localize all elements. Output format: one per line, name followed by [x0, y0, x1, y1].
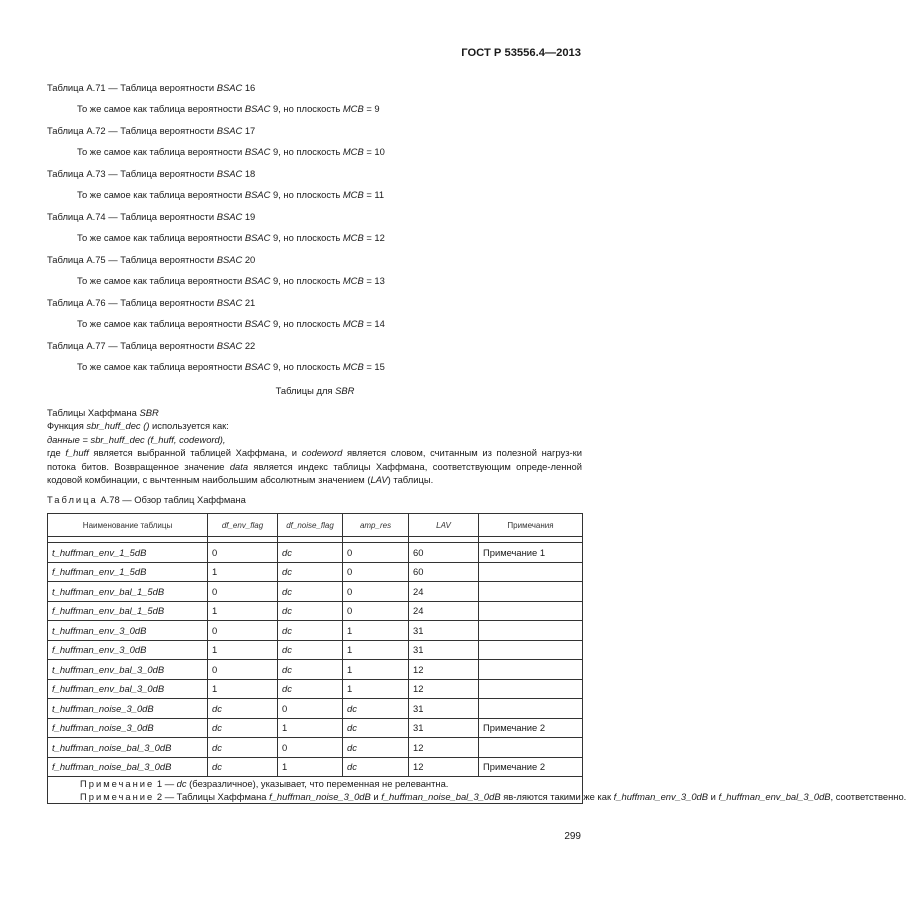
- intro-line-1: Таблицы Хаффмана SBR: [47, 407, 159, 418]
- entry-description: То же самое как таблица вероятности BSAC 9, но плоскость MCB = 12: [77, 232, 385, 243]
- entry-description: То же самое как таблица вероятности BSAC 9, но плоскость MCB = 14: [77, 318, 385, 329]
- table-cell: [479, 601, 583, 621]
- table-cell: 60: [409, 543, 479, 563]
- header-df-noise-flag: df_noise_flag: [278, 514, 343, 537]
- table-cell: dc: [278, 582, 343, 602]
- table-row: [48, 621, 583, 641]
- table-cell: t_huffman_env_1_5dB: [48, 543, 208, 563]
- table-row: [48, 543, 583, 563]
- table-cell: 0: [343, 582, 409, 602]
- huffman-tables-overview: [47, 513, 906, 804]
- table-cell: dc: [208, 718, 278, 738]
- note-2: Примечание 2 — Таблицы Хаффмана f_huffman_noise_3_0dB и f_huffman_noise_bal_3_0dB яв-ляются такими же как f_huffman_env_3_0dB и f_huffman_env_bal_3_0dB, соответственно.: [80, 791, 906, 802]
- table-cell: f_huffman_env_bal_1_5dB: [48, 601, 208, 621]
- table-cell: 1: [343, 640, 409, 660]
- table-cell: 1: [208, 679, 278, 699]
- table-cell: 1: [343, 679, 409, 699]
- table-cell: 1: [343, 621, 409, 641]
- table-cell: 0: [343, 562, 409, 582]
- table-row: [48, 582, 583, 602]
- table-cell: dc: [208, 738, 278, 758]
- table-cell: 24: [409, 582, 479, 602]
- table-cell: 24: [409, 601, 479, 621]
- table-cell: dc: [278, 640, 343, 660]
- table-cell: 1: [208, 640, 278, 660]
- table-cell: f_huffman_noise_bal_3_0dB: [48, 757, 208, 777]
- table-row: [48, 738, 583, 758]
- table-cell: t_huffman_noise_3_0dB: [48, 699, 208, 719]
- header-amp-res: amp_res: [343, 514, 409, 537]
- header-df-env-flag: df_env_flag: [208, 514, 278, 537]
- entry-caption: Таблица А.71 — Таблица вероятности BSAC 16: [47, 82, 256, 93]
- intro-line-4: где f_huff является выбранной таблицей Хаффмана, и codeword является словом, считанным из полезной нагруз-ки потока битов. Возвращенное значение data является индекс таблицы Хаффмана, соответствующим опреде-ленной кодовой комбинации, с вычтенным наибольшим абсолютным значением (LAV) таблицы.: [47, 447, 582, 486]
- table-cell: [479, 660, 583, 680]
- table-cell: f_huffman_env_3_0dB: [48, 640, 208, 660]
- table-cell: 0: [208, 543, 278, 563]
- table-row: [48, 601, 583, 621]
- page-number: 299: [564, 831, 581, 842]
- header-lav: LAV: [409, 514, 479, 537]
- document-header: ГОСТ Р 53556.4—2013: [461, 47, 581, 59]
- table-cell: 0: [343, 543, 409, 563]
- entry-description: То же самое как таблица вероятности BSAC 9, но плоскость MCB = 10: [77, 146, 385, 157]
- table-row: [48, 679, 583, 699]
- table-cell: dc: [278, 562, 343, 582]
- entry-caption: Таблица А.74 — Таблица вероятности BSAC 19: [47, 211, 256, 222]
- table-cell: 31: [409, 640, 479, 660]
- table-cell: t_huffman_env_bal_1_5dB: [48, 582, 208, 602]
- table-cell: [479, 621, 583, 641]
- table-cell: t_huffman_env_bal_3_0dB: [48, 660, 208, 680]
- table-row: [48, 562, 583, 582]
- table-cell: [479, 679, 583, 699]
- table-cell: dc: [208, 757, 278, 777]
- table-cell: dc: [343, 738, 409, 758]
- table-cell: 0: [208, 621, 278, 641]
- header-notes: Примечания: [479, 514, 583, 537]
- table-header-row: [48, 514, 583, 537]
- table-cell: dc: [278, 543, 343, 563]
- table-cell: 12: [409, 738, 479, 758]
- entry-description: То же самое как таблица вероятности BSAC 9, но плоскость MCB = 13: [77, 275, 385, 286]
- table-cell: 12: [409, 757, 479, 777]
- table-cell: f_huffman_noise_3_0dB: [48, 718, 208, 738]
- table-cell: 60: [409, 562, 479, 582]
- header-table-name: Наименование таблицы: [48, 514, 208, 537]
- table-cell: 0: [208, 660, 278, 680]
- entry-caption: Таблица А.76 — Таблица вероятности BSAC 21: [47, 297, 256, 308]
- table-cell: dc: [278, 660, 343, 680]
- entry-description: То же самое как таблица вероятности BSAC 9, но плоскость MCB = 11: [77, 189, 385, 200]
- table-cell: dc: [278, 679, 343, 699]
- table-cell: [479, 699, 583, 719]
- table-cell: 12: [409, 679, 479, 699]
- table-cell: f_huffman_env_bal_3_0dB: [48, 679, 208, 699]
- entry-caption: Таблица А.77 — Таблица вероятности BSAC 22: [47, 340, 256, 351]
- table-cell: dc: [343, 699, 409, 719]
- table-cell: 31: [409, 718, 479, 738]
- table-cell: dc: [343, 718, 409, 738]
- table-cell: 0: [278, 699, 343, 719]
- entry-caption: Таблица А.75 — Таблица вероятности BSAC 20: [47, 254, 256, 265]
- table-row: [48, 699, 583, 719]
- intro-line-2: Функция sbr_huff_dec () используется как:: [47, 420, 229, 432]
- table-cell: dc: [278, 621, 343, 641]
- table-cell: 0: [208, 582, 278, 602]
- table-cell: 0: [278, 738, 343, 758]
- table-cell: dc: [208, 699, 278, 719]
- table-caption: Таблица А.78 — Обзор таблиц Хаффмана: [47, 494, 246, 505]
- table-row: [48, 718, 583, 738]
- table-cell: Примечание 2: [479, 718, 583, 738]
- table-cell: 1: [208, 601, 278, 621]
- table-notes-row: [48, 777, 583, 804]
- table-cell: 12: [409, 660, 479, 680]
- table-cell: 31: [409, 699, 479, 719]
- entry-description: То же самое как таблица вероятности BSAC 9, но плоскость MCB = 15: [77, 361, 385, 372]
- table-cell: 1: [343, 660, 409, 680]
- table-cell: t_huffman_noise_bal_3_0dB: [48, 738, 208, 758]
- intro-paragraph: [47, 406, 582, 486]
- entry-caption: Таблица А.73 — Таблица вероятности BSAC 18: [47, 168, 256, 179]
- table-cell: [479, 562, 583, 582]
- table-row: [48, 660, 583, 680]
- table-cell: f_huffman_env_1_5dB: [48, 562, 208, 582]
- table-cell: 1: [278, 718, 343, 738]
- table-notes: [48, 777, 906, 804]
- note-1: Примечание 1 — dc (безразличное), указывает, что переменная не релевантна.: [80, 778, 449, 789]
- table-cell: [479, 582, 583, 602]
- intro-line-3: данные = sbr_huff_dec (f_huff, codeword),: [47, 433, 226, 445]
- table-cell: [479, 738, 583, 758]
- entry-caption: Таблица А.72 — Таблица вероятности BSAC 17: [47, 125, 256, 136]
- table-row: [48, 757, 583, 777]
- table-cell: dc: [343, 757, 409, 777]
- table-cell: 1: [208, 562, 278, 582]
- table-cell: dc: [278, 601, 343, 621]
- section-title: Таблицы для SBR: [275, 385, 355, 396]
- entry-description: То же самое как таблица вероятности BSAC 9, но плоскость MCB = 9: [77, 103, 380, 114]
- table-cell: Примечание 1: [479, 543, 583, 563]
- table-cell: 31: [409, 621, 479, 641]
- table-row: [48, 640, 583, 660]
- table-cell: 0: [343, 601, 409, 621]
- table-cell: t_huffman_env_3_0dB: [48, 621, 208, 641]
- table-cell: 1: [278, 757, 343, 777]
- table-cell: [479, 640, 583, 660]
- table-cell: Примечание 2: [479, 757, 583, 777]
